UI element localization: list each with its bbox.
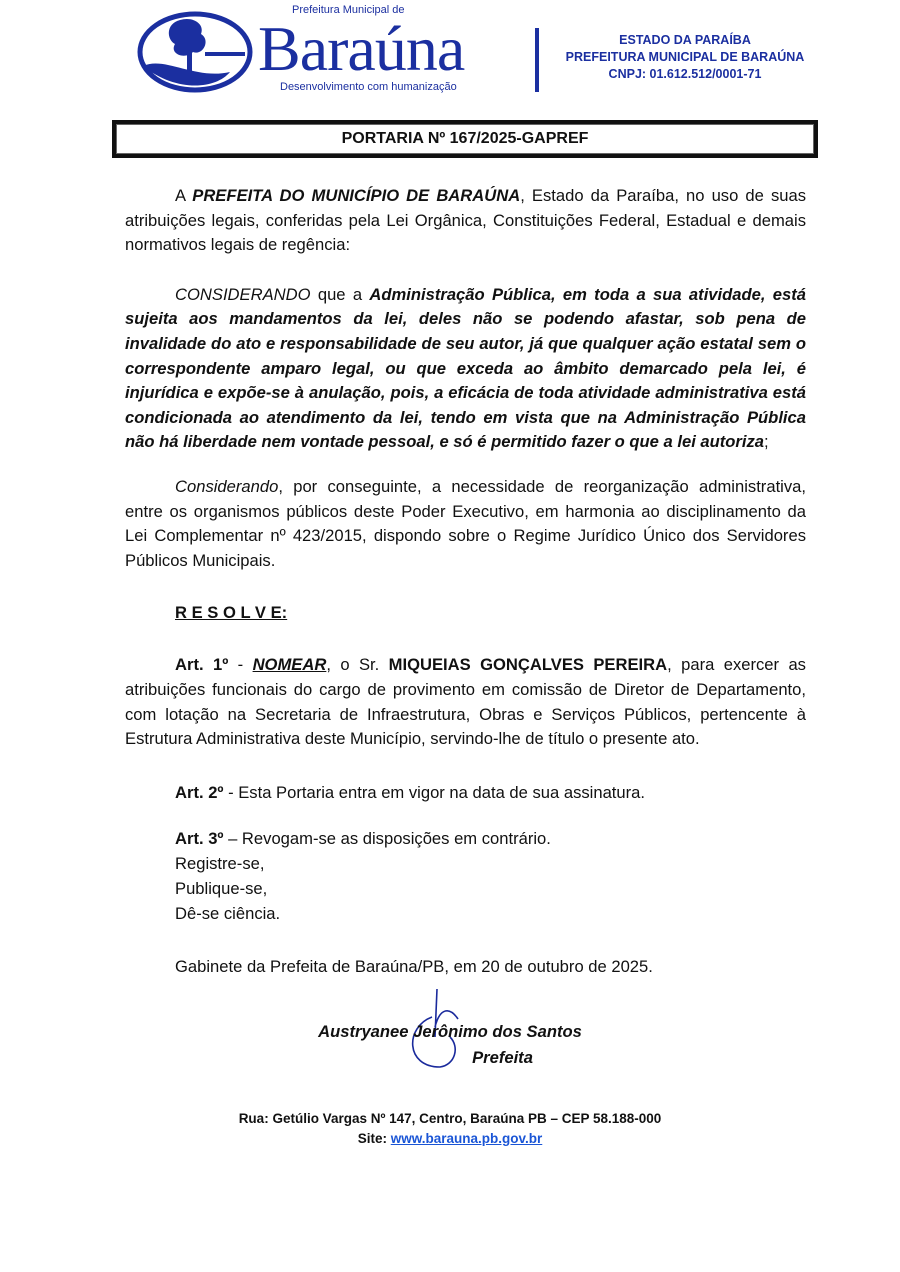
document-body: [125, 184, 806, 1149]
document-title-box: [112, 120, 818, 158]
site-label: Site:: [357, 1130, 391, 1146]
considerando-paragraph-2: [125, 475, 806, 573]
text: - Esta Portaria entra em vigor na data de sua assinatura.: [223, 782, 646, 802]
text: – Revogam-se as disposições em contrário.: [223, 828, 551, 848]
logo-name: Baraúna: [258, 13, 465, 84]
logo-slogan: Desenvolvimento com humanização: [280, 81, 457, 93]
considerando-paragraph-1: [125, 283, 806, 455]
header-institution: [540, 32, 830, 83]
state-name: ESTADO DA PARAÍBA: [619, 33, 751, 47]
resolve-heading: R E S O L V E:: [175, 603, 288, 623]
header-divider: [535, 28, 539, 92]
signature-area: [125, 1019, 806, 1089]
text: , por conseguinte, a necessidade de reorganização administrativa, entre os organismos públicos deste Poder Executivo, em harmonia ao disciplinamento da Lei Complementar nº 423/2015, dispondo sobre o Regime Jurídico Único dos Servidores Públicos Municipais.: [125, 476, 806, 570]
text: NOMEAR: [252, 655, 327, 675]
article-label: Art. 1º: [175, 655, 229, 675]
closing-line: Publique-se,: [175, 878, 268, 898]
article-label: Art. 3º: [175, 828, 224, 848]
text: A: [175, 186, 193, 205]
article-2: [175, 780, 806, 805]
site-link[interactable]: www.barauna.pb.gov.br: [390, 1130, 543, 1146]
authority: PREFEITA DO MUNICÍPIO DE BARAÚNA: [192, 186, 521, 205]
signature-block: [0, 1019, 900, 1071]
preamble-paragraph: [125, 184, 806, 258]
text: Administração Pública, em toda a sua atividade, está sujeita aos mandamentos da lei, deles não se podendo afastar, sob pena de invalidade do ato e responsabilidade de seu autor, já que qualquer ação estatal sem o correspondente amparo legal, ou que exceda ao âmbito demarcado pela lei, é injurídica e expõe-se à anulação, pois, a eficácia de toda atividade administrativa está condicionada ao atendimento da lei, tendo em vista que na Administração Pública não há liberdade nem vontade pessoal, e só é permitido fazer o que a lei autoriza: [125, 284, 806, 452]
article-1: [125, 653, 806, 751]
text: -: [228, 655, 253, 675]
text: CONSIDERANDO: [175, 284, 311, 304]
logo-top-text: Prefeitura Municipal de: [292, 4, 405, 16]
text: ;: [764, 432, 769, 452]
prefeitura-name: PREFEITURA MUNICIPAL DE BARAÚNA: [565, 50, 805, 64]
coat-of-arms-logo: [135, 10, 255, 95]
article-label: Art. 2º: [175, 782, 224, 802]
closing-line: Registre-se,: [175, 853, 265, 873]
footer-address: Rua: Getúlio Vargas Nº 147, Centro, Baraúna PB – CEP 58.188-000: [238, 1110, 662, 1126]
appointee-name: MIQUEIAS GONÇALVES PEREIRA: [388, 655, 668, 675]
text: , para exercer as atribuições funcionais do cargo de provimento em comissão de Diretor de Departamento, com lotação na Secretaria de Infraestrutura, Obras e Serviços Públicos, pertencente à Estrutura Administrativa deste Município, servindo-lhe de título o presente ato.: [125, 655, 806, 749]
signatory-role: Prefeita: [472, 1047, 533, 1067]
text: Considerando: [175, 476, 279, 496]
text: que a: [310, 284, 370, 304]
logo-wordmark: [258, 4, 533, 96]
closing-line: Dê-se ciência.: [175, 903, 281, 923]
signatory-name: Austryanee Jerônimo dos Santos: [318, 1021, 582, 1041]
footer: [0, 1109, 900, 1149]
document-title: PORTARIA Nº 167/2025-GAPREF: [341, 130, 589, 147]
place-date: Gabinete da Prefeita de Baraúna/PB, em 20 de outubro de 2025.: [175, 956, 653, 976]
text: , o Sr.: [326, 655, 389, 675]
text: , Estado da Paraíba, no uso de suas atribuições legais, conferidas pela Lei Orgânica, Constituições Federal, Estadual e demais normativos legais de regência:: [125, 186, 807, 255]
cnpj: CNPJ: 01.612.512/0001-71: [608, 67, 762, 81]
article-3: [175, 826, 806, 851]
